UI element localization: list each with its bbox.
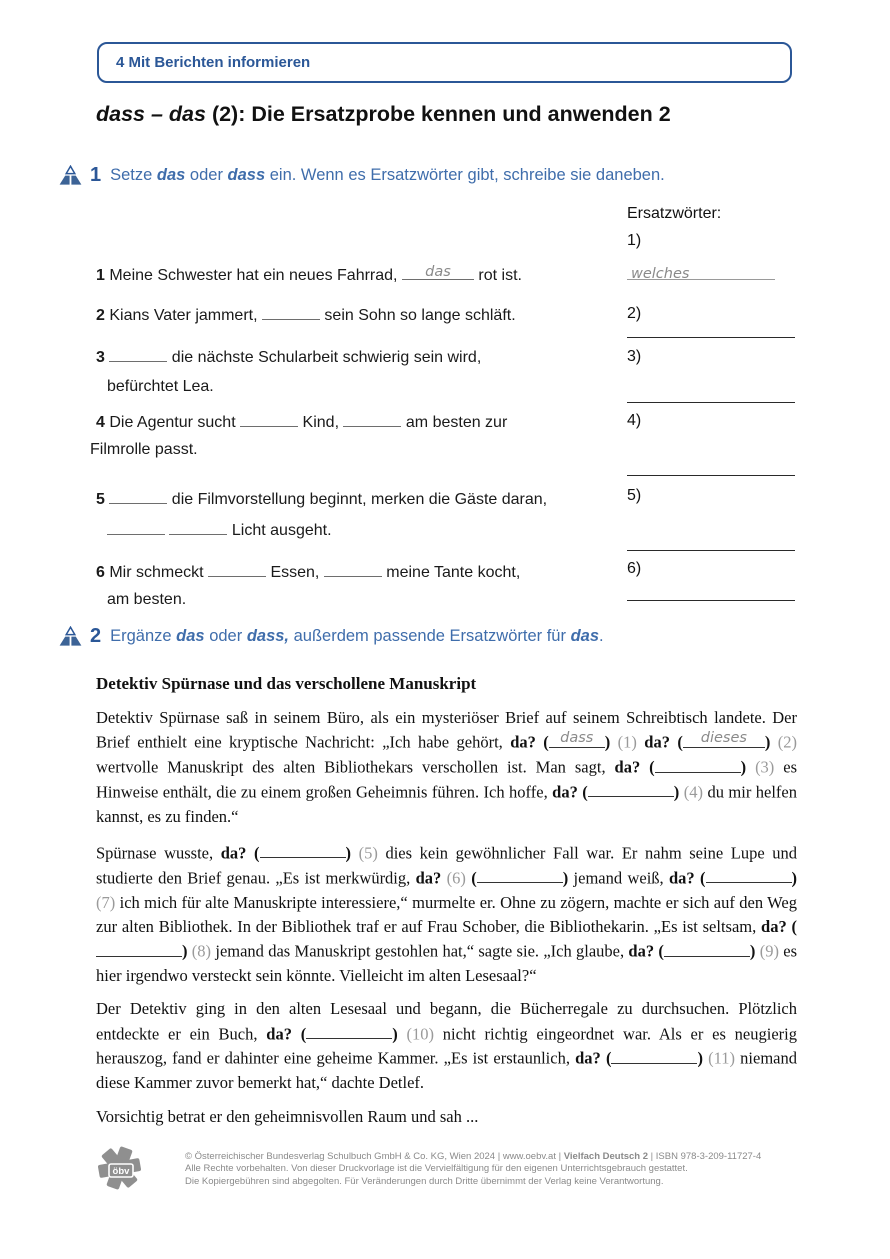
item-5-line-1: [96, 487, 547, 510]
ersatz-number-1: 1): [627, 232, 642, 249]
bold-text: da? (: [669, 868, 706, 888]
handwritten-answer: das: [425, 264, 451, 280]
bold-text: da?: [415, 868, 442, 888]
exercise1-instruction: [110, 166, 665, 185]
obv-logo: [94, 1146, 144, 1198]
gray-item-number: (5): [351, 843, 386, 863]
obv-logo-text: öbv: [112, 1166, 130, 1177]
bold-italic-text: dass,: [246, 627, 290, 645]
text-segment: oder: [185, 166, 228, 184]
fill-in-blank[interactable]: [477, 866, 563, 884]
text-segment: du mir helfen kannst, es zu finden.“: [96, 782, 798, 826]
answer-line-1[interactable]: [627, 259, 775, 280]
fill-in-blank[interactable]: [306, 1022, 392, 1040]
text-segment: rot ist.: [473, 267, 522, 284]
text-segment: die Filmvorstellung beginnt, merken die Gäste daran,: [167, 491, 548, 508]
gray-item-number: (1): [610, 732, 645, 752]
page-title-italic: dass – das: [96, 102, 206, 126]
text-segment: Mir schmeckt: [109, 564, 209, 581]
fill-in-blank[interactable]: [109, 487, 167, 504]
bold-text: ): [182, 941, 188, 961]
book-title: Vielfach Deutsch 2: [563, 1151, 649, 1162]
copyright-line-1: © Österreichischer Bundesverlag Schulbuch GmbH & Co. KG, Wien 2024 | www.oebv.at | Vielfach Deutsch 2 | ISBN 978-3-209-11727-4: [185, 1151, 762, 1162]
item-6-line-2: [107, 590, 186, 610]
gray-item-number: (7): [96, 892, 120, 912]
ersatz-number-3: 3): [627, 348, 642, 365]
bold-text: ): [697, 1048, 703, 1068]
copyright-line-2: Alle Rechte vorbehalten. Von dieser Druckvorlage ist die Vervielfältigung für den eigenen Unterrichtsgebrauch gestattet.: [185, 1163, 688, 1175]
item-3-line-2: [107, 377, 214, 397]
gray-item-number: (8): [187, 941, 216, 961]
gray-item-number: (4): [679, 782, 708, 802]
bold-text: ): [345, 843, 352, 863]
ersatz-number-2: 2): [627, 305, 642, 322]
story-paragraph-3: [96, 997, 797, 1095]
exercise2-header: [57, 625, 604, 648]
bold-text: ): [673, 782, 680, 802]
bold-text: ): [562, 868, 569, 888]
fill-in-blank[interactable]: [343, 410, 401, 427]
text-segment: niemand diese Kammer zuvor bemerkt hat,“ dachte Detlef.: [96, 1048, 797, 1093]
fill-in-blank[interactable]: [96, 939, 182, 957]
copyright-line-3: Die Kopiergebühren sind abgegolten. Für Veränderungen durch Dritte übernimmt der Verlag keine Verantwortung.: [185, 1175, 664, 1187]
item-2-line-1: [96, 303, 516, 326]
exercise1-header: [57, 164, 665, 187]
bold-text: da? (: [614, 757, 655, 777]
bold-text: da? (: [510, 732, 549, 752]
text-segment: Die Agentur sucht: [109, 414, 241, 431]
text-segment: Ergänze: [110, 627, 177, 645]
fill-in-blank[interactable]: [664, 939, 750, 957]
fill-in-blank[interactable]: [240, 410, 298, 427]
story-text-block: [96, 674, 797, 1130]
bold-text: da? (: [628, 941, 664, 961]
bold-text: da? (: [220, 843, 260, 863]
ersatzwoerter-heading: Ersatzwörter:: [627, 205, 722, 222]
fill-in-blank[interactable]: [706, 866, 792, 884]
fill-in-blank[interactable]: [588, 780, 674, 798]
bold-text: da? (: [644, 732, 683, 752]
fill-in-blank[interactable]: [655, 755, 741, 773]
exercise2-instruction: [110, 627, 603, 646]
fill-in-blank[interactable]: [109, 345, 167, 362]
text-segment: Filmrolle passt.: [90, 441, 198, 458]
text-segment: oder: [204, 627, 247, 645]
bold-text: ): [791, 868, 798, 888]
answer-line-6[interactable]: [627, 600, 795, 601]
bold-text: (: [471, 868, 477, 888]
text-segment: die nächste Schularbeit schwierig sein wird,: [167, 349, 482, 366]
text-segment: wertvolle Manuskript des alten Bibliothekars verschollen ist. Man sagt,: [96, 757, 615, 777]
gray-item-number: (9): [755, 941, 784, 961]
handwritten-answer: dass: [560, 729, 594, 746]
answer-line-3[interactable]: [627, 402, 795, 403]
text-segment: außerdem passende Ersatzwörter für: [289, 627, 571, 645]
gray-item-number: (6): [441, 868, 472, 888]
text-segment: sein Sohn so lange schläft.: [319, 307, 516, 324]
bold-text: ): [749, 941, 756, 961]
story-paragraph-2: [96, 841, 797, 988]
text-segment: Licht ausgeht.: [227, 522, 332, 539]
copyright-notice: [185, 1151, 765, 1188]
chapter-label: 4 Mit Berichten informieren: [116, 54, 311, 71]
text-segment: Setze: [110, 166, 157, 184]
text-segment: nicht richtig eingeordnet war. Als er es neugierig herauszog, fand er dahinter eine geheime Kammer. „Es ist erstaunlich,: [96, 1024, 797, 1068]
difficulty-pyramid-icon: [57, 626, 84, 647]
gray-item-number: (11): [702, 1048, 741, 1068]
text-segment: jemand das Manuskript gestohlen hat,“ sagte sie. „Ich glaube,: [215, 941, 629, 961]
ersatz-number-4: 4): [627, 412, 642, 429]
text-segment: Spürnase wusste,: [96, 843, 221, 863]
chapter-header-box: [97, 42, 792, 83]
answer-line-5[interactable]: [627, 550, 795, 551]
story-paragraph-1: [96, 706, 797, 829]
gray-item-number: (3): [746, 757, 784, 777]
bold-text: ): [764, 732, 771, 752]
text-segment: es Hinweise enthält, die zu einem großen Geheimnis führen. Ich hoffe,: [96, 757, 797, 802]
fill-in-blank[interactable]: [324, 560, 382, 577]
fill-in-blank[interactable]: [402, 263, 474, 280]
text-segment: dies kein gewöhnlicher Fall war. Er nahm seine Lupe und studierte den Brief genau. „Es ist merkwürdig,: [96, 843, 798, 888]
exercise2-number: 2: [90, 625, 102, 647]
fill-in-blank[interactable]: [549, 730, 605, 748]
gray-item-number: (2): [770, 732, 798, 752]
bold-text: 6: [96, 564, 110, 581]
answer-line-4[interactable]: [627, 475, 795, 476]
bold-text: da? (: [266, 1024, 307, 1044]
bold-italic-text: das: [570, 627, 599, 645]
fill-in-blank[interactable]: [169, 518, 227, 535]
item-5-line-2: [107, 518, 332, 541]
bold-text: da? (: [552, 782, 588, 802]
bold-text: ): [604, 732, 611, 752]
text-segment: Kind,: [298, 414, 344, 431]
bold-text: 3: [96, 349, 110, 366]
text-segment: Der Detektiv ging in den alten Lesesaal und begann, die Bücherregale zu durchsuchen. Plötzlich entdeckte er ein Buch,: [96, 999, 797, 1044]
bold-text: ): [740, 757, 747, 777]
fill-in-blank[interactable]: [262, 303, 320, 320]
text-segment: befürchtet Lea.: [107, 378, 214, 395]
text-segment: am besten zur: [401, 414, 508, 431]
item-6-line-1: [96, 560, 520, 583]
difficulty-pyramid-icon: [57, 165, 84, 186]
exercise1-number: 1: [90, 164, 102, 186]
text-segment: Kians Vater jammert,: [109, 307, 262, 324]
bold-text: da? (: [761, 916, 797, 936]
item-4-line-2: [90, 440, 198, 460]
text-segment: Vorsichtig betrat er den geheimnisvollen Raum und sah ...: [96, 1107, 479, 1127]
text-segment: es hier irgendwo versteckt sein könnte. Vielleicht im alten Lesesaal?“: [96, 941, 798, 985]
fill-in-blank[interactable]: [683, 730, 765, 748]
ersatz-number-5: 5): [627, 487, 642, 504]
bold-text: 1: [96, 267, 110, 284]
fill-in-blank[interactable]: [107, 518, 165, 535]
fill-in-blank[interactable]: [611, 1046, 697, 1064]
item-4-line-1: [96, 410, 507, 433]
fill-in-blank[interactable]: [260, 841, 346, 859]
text-segment: am besten.: [107, 591, 187, 608]
handwritten-answer: dieses: [700, 729, 747, 746]
text-segment: .: [599, 627, 604, 645]
item-1-line-1: [96, 263, 522, 286]
bold-italic-text: das: [176, 627, 205, 645]
text-segment: meine Tante kocht,: [381, 564, 521, 581]
bold-text: ): [392, 1024, 398, 1044]
bold-text: 5: [96, 491, 110, 508]
handwritten-answer: welches: [631, 266, 690, 282]
text-segment: jemand weiß,: [568, 868, 669, 888]
fill-in-blank[interactable]: [208, 560, 266, 577]
text-segment: Essen,: [266, 564, 324, 581]
ersatz-number-6: 6): [627, 560, 642, 577]
text-segment: Detektiv Spürnase saß in seinem Büro, als ein mysteriöser Brief auf seinem Schreibtisch landete. Der Brief enthielt eine kryptische Nachricht: „Ich habe gehört,: [96, 708, 797, 752]
bold-text: 4: [96, 414, 110, 431]
text-segment: Meine Schwester hat ein neues Fahrrad,: [109, 267, 402, 284]
page-title-rest: (2): Die Ersatzprobe kennen und anwenden 2: [205, 102, 671, 126]
bold-text: da? (: [575, 1048, 612, 1068]
bold-italic-text: das: [156, 166, 186, 184]
text-segment: ein. Wenn es Ersatzwörter gibt, schreibe sie daneben.: [265, 166, 665, 184]
gray-item-number: (10): [397, 1024, 443, 1044]
bold-text: 2: [96, 307, 110, 324]
text-segment: ich mich für alte Manuskripte interessiere,“ murmelte er. Ohne zu zögern, machte er sich auf den Weg zur alten Bibliothek. In der Bibliothek traf er auf Frau Schober, die Bibliothekarin. „Es ist seltsam,: [96, 892, 797, 936]
exercise1-body: [0, 195, 890, 615]
answer-line-2[interactable]: [627, 337, 795, 338]
story-title: Detektiv Spürnase und das verschollene Manuskript: [96, 674, 477, 693]
story-paragraph-4: [96, 1105, 797, 1129]
page-title: [96, 102, 671, 127]
bold-italic-text: dass: [227, 166, 266, 184]
item-3-line-1: [96, 345, 481, 368]
